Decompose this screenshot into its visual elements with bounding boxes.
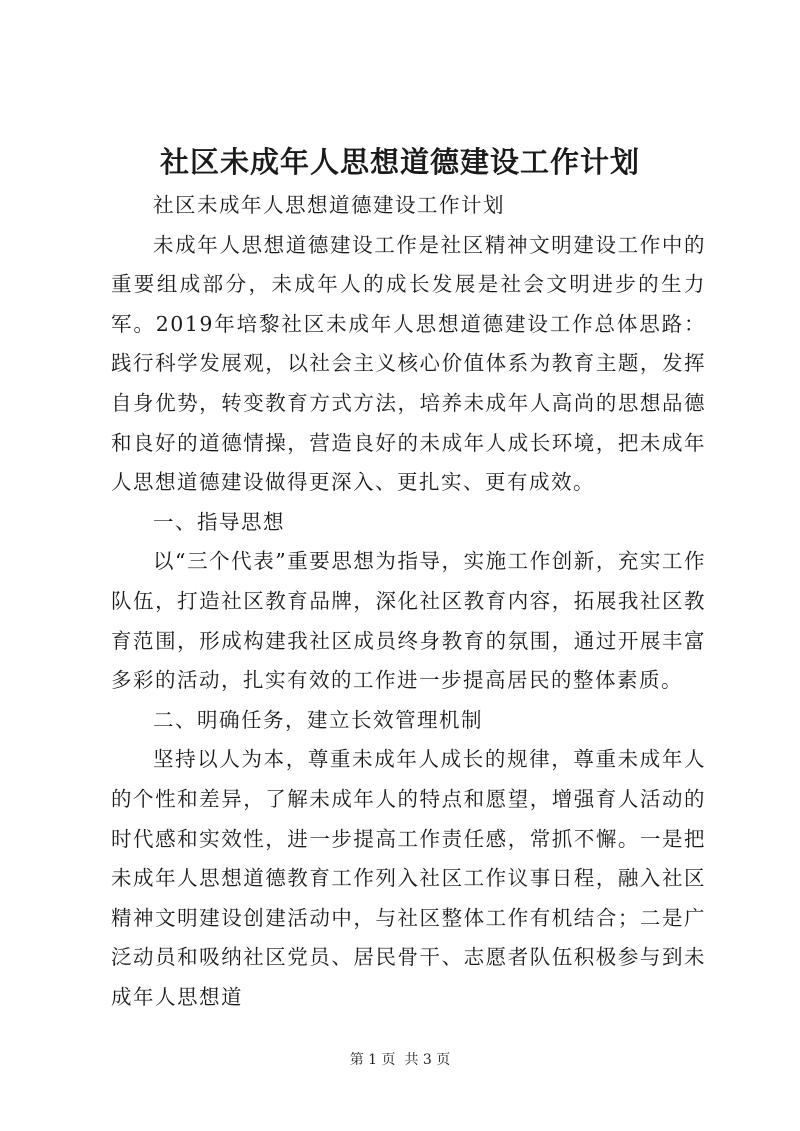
document-body <box>111 186 706 1017</box>
page-footer <box>0 1050 800 1070</box>
section-heading-tasks: 二、明确任务，建立长效管理机制 <box>153 707 484 732</box>
section-heading-guiding-ideology: 一、指导思想 <box>153 509 286 534</box>
intro-paragraph: 未成年人思想道德建设工作是社区精神文明建设工作中的重要组成部分，未成年人的成长发展是社会文明进步的生力军。2019年培黎社区未成年人思想道德建设工作总体思路：践行科学发展观，以社会主义核心价值体系为教育主题，发挥自身优势，转变教育方式方法，培养未成年人高尚的思想品德和良好的道德情操，营造良好的未成年人成长环境，把未成年人思想道德建设做得更深入、更扎实、更有成效。 <box>111 232 706 495</box>
guiding-ideology-paragraph: 以“三个代表”重要思想为指导，实施工作创新，充实工作队伍，打造社区教育品牌，深化社区教育内容，拓展我社区教育范围，形成构建我社区成员终身教育的氛围，通过开展丰富多彩的活动，扎实有效的工作进一步提高居民的整体素质。 <box>111 549 706 693</box>
page-number: 第 1 页 共 3 页 <box>349 1052 451 1068</box>
document-title: 社区未成年人思想道德建设工作计划 <box>159 145 640 179</box>
tasks-paragraph: 坚持以人为本，尊重未成年人成长的规律，尊重未成年人的个性和差异，了解未成年人的特点和愿望，增强育人活动的时代感和实效性，进一步提高工作责任感，常抓不懈。一是把未成年人思想道德教育工作列入社区工作议事日程，融入社区精神文明建设创建活动中，与社区整体工作有机结合；二是广泛动员和吸纳社区党员、居民骨干、志愿者队伍积极参与到未成年人思想道 <box>111 747 706 1009</box>
subtitle-paragraph: 社区未成年人思想道德建设工作计划 <box>153 193 506 217</box>
